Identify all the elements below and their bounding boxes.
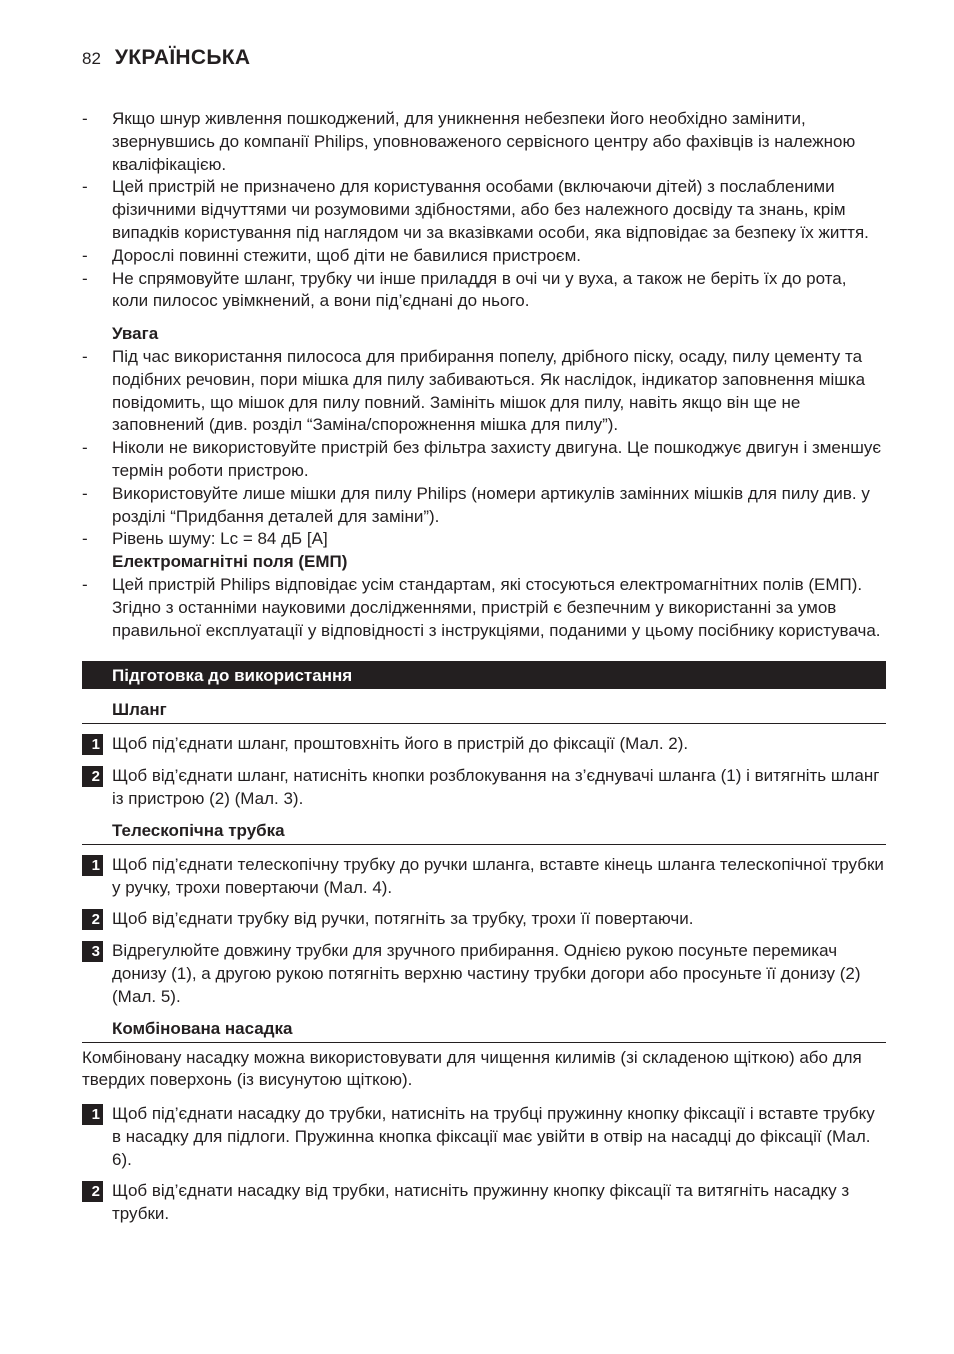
list-item: - Якщо шнур живлення пошкоджений, для уникнення небезпеки його необхідно замінити, звернувшись до компанії Philips, уповноваженого сервісного центру або фахівців із належною кваліфікацією. xyxy=(82,109,856,174)
list-item: - Рівень шуму: Lc = 84 дБ [A] xyxy=(82,529,328,549)
list-item: - Використовуйте лише мішки для пилу Philips (номери артикулів замінних мішків для пилу див. у розділі “Придбання деталей для заміни”). xyxy=(82,483,870,526)
list-item: - Цей пристрій Philips відповідає усім стандартам, які стосуються електромагнітних полів (ЕМП). Згідно з останніми науковими дослідженнями, пристрій є безпечним у використанні за умов правильної експлуатації у відповідності з інструкціями, поданими у цьому посібнику користувача. xyxy=(82,574,881,640)
list-item: - Ніколи не використовуйте пристрій без фільтра захисту двигуна. Це пошкоджує двигун і зменшує термін роботи пристрою. xyxy=(82,438,882,480)
tube-step: 3 Відрегулюйте довжину трубки для зручного прибирання. Однією рукою посуньте перемикач донизу (1), а другою рукою потягніть верхню частину трубки догори або просуньте її донизу (2) (Мал. 5). xyxy=(82,940,886,1008)
tube-step: 1 Щоб під’єднати телескопічну трубку до ручки шланга, вставте кінець шланга телескопічної трубки у ручку, трохи повертаючи (Мал. 4). xyxy=(82,854,886,900)
language-title: УКРАЇНСЬКА xyxy=(114,46,251,69)
nozzle-heading: Комбінована насадка xyxy=(82,1018,886,1043)
nozzle-intro: Комбіновану насадку можна використовувати для чищення килимів (зі складеною щіткою) або для твердих поверхонь (із висунутою щіткою). xyxy=(82,1047,862,1090)
intro-bullet-list xyxy=(82,108,886,313)
emf-heading: Електромагнітні поля (ЕМП) xyxy=(112,552,348,572)
step-number: 1 xyxy=(82,855,103,876)
hose-heading: Шланг xyxy=(82,699,886,724)
section-title-bar: Підготовка до використання xyxy=(82,661,886,689)
tube-heading: Телескопічна трубка xyxy=(82,820,886,845)
hose-step: 1 Щоб під’єднати шланг, проштовхніть його в пристрій до фіксації (Мал. 2). xyxy=(82,733,886,756)
list-item: - Під час використання пилососа для прибирання попелу, дрібного піску, осаду, пилу цементу та подібних речовин, пори мішка для пилу забиваються. Як наслідок, індикатор заповнення мішка повідомить, що мішок для пилу повний. Замініть мішок для пилу, навіть якщо він ще не заповнений (див. розділ “Заміна/спорожнення мішка для пилу”). xyxy=(82,346,866,435)
page-number: 82 xyxy=(82,49,101,68)
step-number: 2 xyxy=(82,909,103,930)
list-item: - Цей пристрій не призначено для користування особами (включаючи дітей) з послабленими фізичними відчуттями чи розумовими здібностями, або без належного досвіду та знань, крім випадків користування під наглядом чи за вказівками особи, яка відповідає за безпеку їх життя. xyxy=(82,177,869,242)
page-content xyxy=(82,108,886,1235)
nozzle-step: 1 Щоб під’єднати насадку до трубки, натисніть на трубці пружинну кнопку фіксації і вставте трубку в насадку для підлоги. Пружинна кнопка фіксації має увійти в отвір на насадці до фіксації (Мал. 6). xyxy=(82,1103,886,1171)
caution-bullet-list xyxy=(82,346,886,551)
list-item: - Не спрямовуйте шланг, трубку чи інше приладдя в очі чи у вуха, а також не беріть їх до рота, коли пилосос увімкнений, а вони під’єднані до нього. xyxy=(82,268,847,311)
caution-heading: Увага xyxy=(112,324,159,344)
page-header xyxy=(82,46,250,70)
emf-bullet-list xyxy=(82,574,886,642)
step-number: 1 xyxy=(82,1104,103,1125)
step-number: 2 xyxy=(82,1181,103,1202)
hose-step: 2 Щоб від’єднати шланг, натисніть кнопки розблокування на з’єднувачі шланга (1) і витягніть шланг із пристрою (2) (Мал. 3). xyxy=(82,765,886,811)
step-number: 1 xyxy=(82,734,103,755)
step-number: 3 xyxy=(82,941,103,962)
list-item: - Дорослі повинні стежити, щоб діти не бавилися пристроєм. xyxy=(82,245,581,265)
nozzle-step: 2 Щоб від’єднати насадку від трубки, натисніть пружинну кнопку фіксації та витягніть насадку з трубки. xyxy=(82,1180,886,1226)
tube-step: 2 Щоб від’єднати трубку від ручки, потягніть за трубку, трохи її повертаючи. xyxy=(82,908,886,931)
step-number: 2 xyxy=(82,766,103,787)
